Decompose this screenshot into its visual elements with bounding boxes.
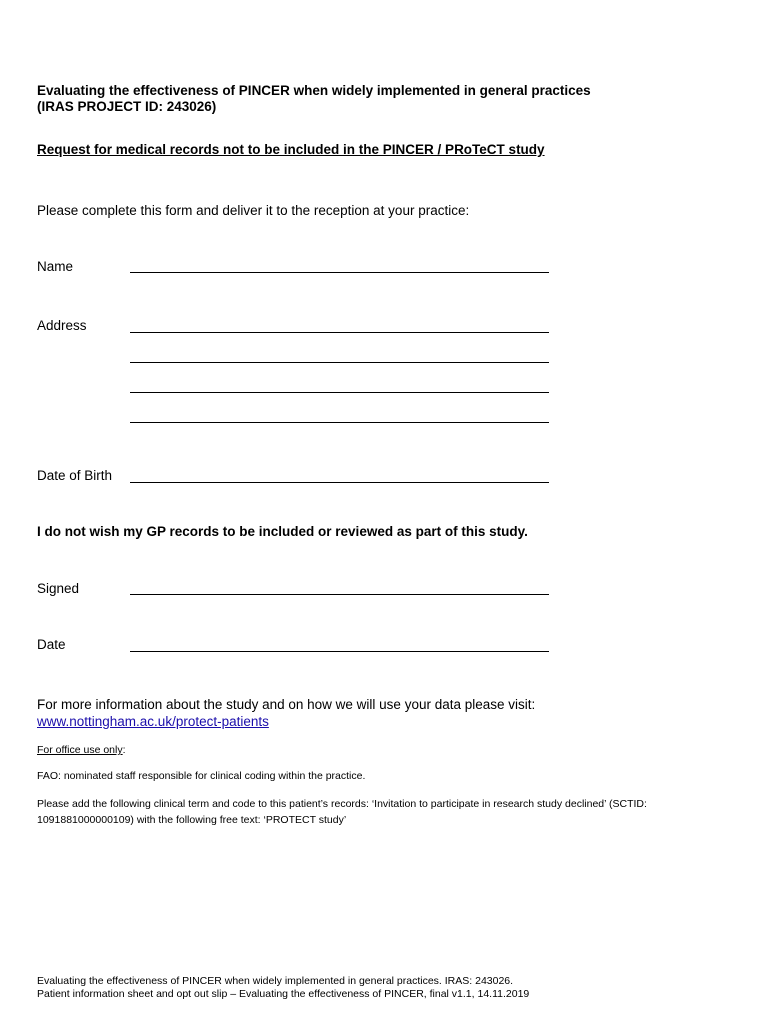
address-field-line-3[interactable]	[130, 392, 549, 393]
office-use-colon: :	[122, 744, 126, 756]
protect-patients-link[interactable]: www.nottingham.ac.uk/protect-patients	[37, 714, 269, 729]
office-use-label: For office use only	[37, 744, 123, 756]
form-subtitle: Request for medical records not to be included in the PINCER / PRoTeCT study	[37, 142, 545, 157]
document-title: Evaluating the effectiveness of PINCER when widely implemented in general practices	[37, 83, 591, 98]
footer-line-1: Evaluating the effectiveness of PINCER when widely implemented in general practices. IRAS: 243026.	[37, 975, 514, 987]
more-info-text: For more information about the study and on how we will use your data please visit:	[37, 697, 536, 712]
opt-out-statement: I do not wish my GP records to be included or reviewed as part of this study.	[37, 524, 528, 539]
address-field-line-4[interactable]	[130, 422, 549, 423]
dob-field[interactable]	[130, 482, 549, 483]
coding-instructions: Please add the following clinical term and code to this patient’s records: ‘Invitation to participate in research study declined’ (SCTID: 1091881000000109) with the following free text: ‘PROTECT study’	[37, 798, 647, 826]
form-instruction: Please complete this form and deliver it to the reception at your practice:	[37, 203, 470, 218]
address-label: Address	[37, 318, 87, 333]
address-field-line-1[interactable]	[130, 332, 549, 333]
signed-label: Signed	[37, 581, 80, 596]
project-id: (IRAS PROJECT ID: 243026)	[37, 99, 217, 114]
name-label: Name	[37, 259, 74, 274]
signature-field[interactable]	[130, 594, 549, 595]
dob-label: Date of Birth	[37, 468, 113, 483]
fao-text: FAO: nominated staff responsible for clinical coding within the practice.	[37, 770, 366, 782]
date-label: Date	[37, 637, 66, 652]
footer-line-2: Patient information sheet and opt out slip – Evaluating the effectiveness of PINCER, final v1.1, 14.11.2019	[37, 988, 530, 1000]
name-field[interactable]	[130, 272, 549, 273]
office-use-heading	[37, 744, 126, 756]
address-field-line-2[interactable]	[130, 362, 549, 363]
date-field[interactable]	[130, 651, 549, 652]
